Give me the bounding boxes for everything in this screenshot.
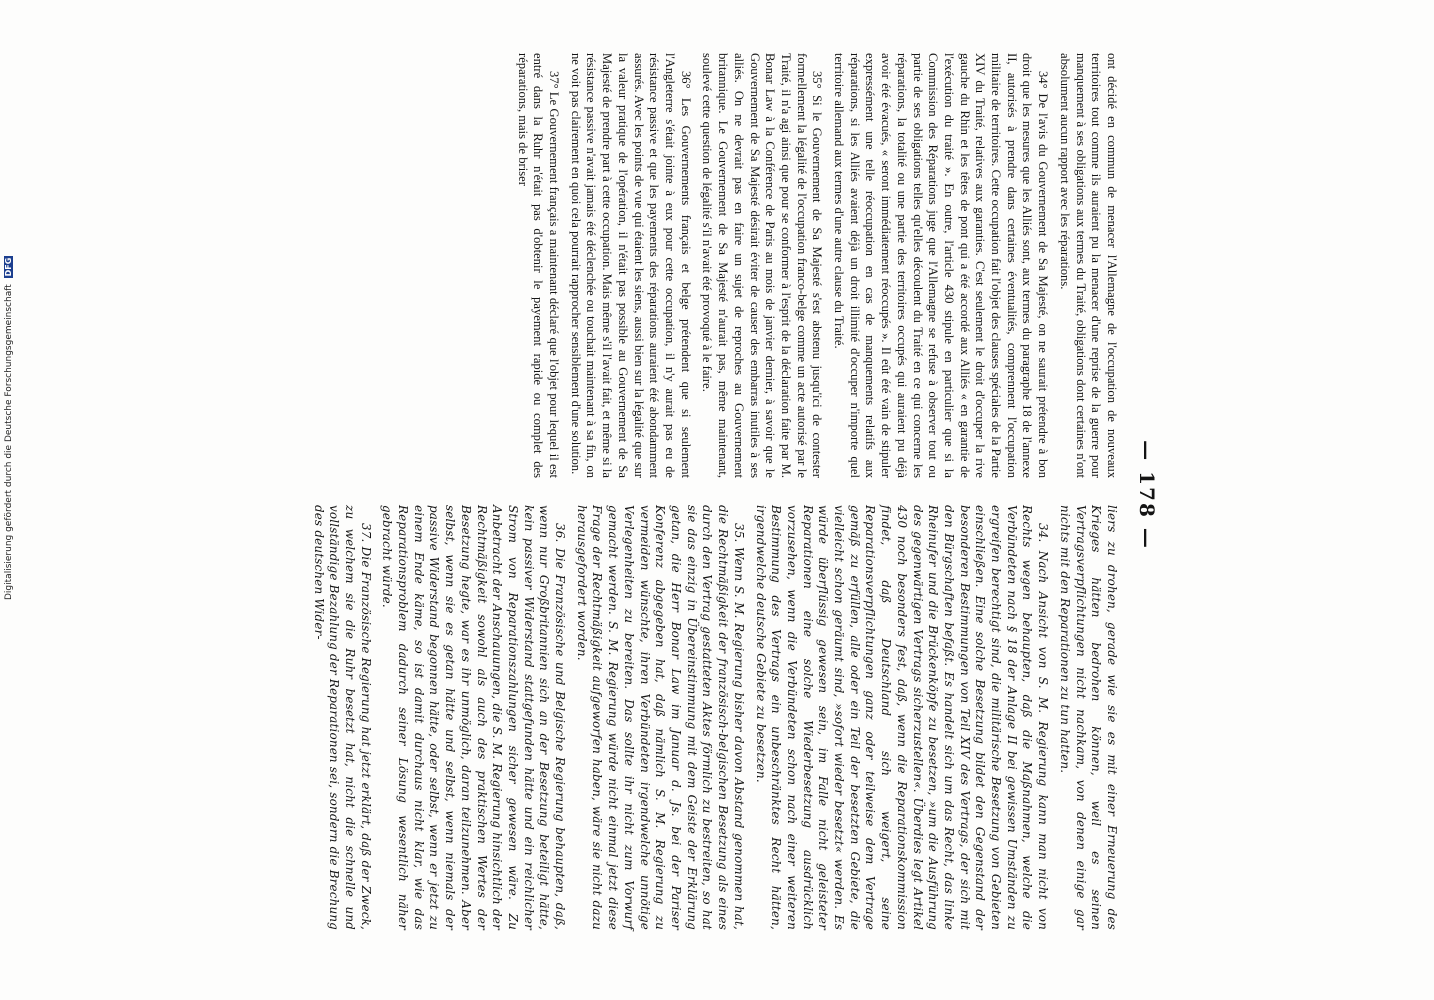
french-paragraph: 35° Si le Gouvernement de Sa Majesté s'est abstenu jusqu'ici de contester formellement la légalité de l'occupation franco-belge comme un acte autorisé par le Traité, il n'a agi ainsi que pour se conformer à l'esprit de la déclaration faite par M. Bonar Law à la Conférence de Paris au mois de janvier dernier, à savoir que le Gouvernement de Sa Majesté désirait éviter de causer des embarras inutiles à ses alliés. On ne devrait pas en faire un sujet de reproches au Gouvernement britannique. Le Gouvernement de Sa Majesté n'aurait pas, même maintenant, soulevé cette question de légalité s'il n'avait été provoqué à le faire. (700, 53, 825, 478)
french-paragraph: 36° Les Gouvernements français et belge prétendent que si seulement l'Angleterre s'était jointe à eux pour cette occupation, il n'y aurait pas eu de résistance passive et que les payements des réparations auraient été abondamment assurés. Avec les points de vue qui étaient les siens, aussi bien sur la légalité que sur la valeur pratique de l'opération, il n'était pas possible au Gouvernement de Sa Majesté de prendre part à cette occupation. Mais même s'il l'avait fait, et même si la résistance passive n'avait jamais été déclenchée ou touchait maintenant à sa fin, on ne voit pas clairement en quoi cela pourrait rapprocher sensiblement d'une solution. (568, 53, 693, 478)
german-paragraph: liers zu drohen, gerade wie sie es mit einer Erneuerung des Krieges hätten bedrohen können, weil es seinen Vertragsverpflichtungen nicht nachkam, von denen einige gar nichts mit den Reparationen zu tun hatten. (1057, 505, 1119, 930)
french-text-column (508, 53, 1119, 478)
french-paragraph: 34° De l'avis du Gouvernement de Sa Majesté, on ne saurait prétendre à bon droit que les mesures que les Alliés sont, aux termes du paragraphe 18 de l'annexe II, autorisés à prendre dans certaines éventualités, comprennent l'occupation militaire de territoires. Cette occupation fait l'objet des clauses spéciales de la Partie XIV du Traité, relatives aux garanties. C'est seulement le droit d'occuper la rive gauche du Rhin et les têtes de pont qui a été accordé aux Alliés « en garantie de l'exécution du traité ». En outre, l'article 430 stipule en particulier que si la Commission des Réparations juge que l'Allemagne se refuse à observer tout ou partie de ses obligations telles qu'elles découlent du Traité en ce qui concerne les réparations, la totalité ou une partie des territoires occupés qui auraient pu déjà avoir été évacués, « seront immédiatement réoccupés ». Il eût été vain de stipuler expressément une telle réoccupation en cas de manquements relatifs aux réparations, si les Alliés avaient déjà un droit illimité d'occuper n'importe quel territoire allemand aux termes d'une autre clause du Traité. (832, 53, 1051, 478)
french-paragraph: ont décidé en commun de menacer l'Allemagne de l'occupation de nouveaux territoires tout comme ils auraient pu la menacer d'une reprise de la guerre pour manquement à ses obligations aux termes du Traité, obligations dont certaines n'ont absolument aucun rapport avec les réparations. (1057, 53, 1119, 478)
dfg-logo: DFG (4, 257, 13, 277)
german-paragraph: 37. Die Französische Regierung hat jetzt erklärt, daß der Zweck, zu welchem sie die Ruhr besetzt hat, nicht die schnelle und vollständige Bezahlung der Reparationen sei, sondern die Brechung des deutschen Wider- (311, 505, 373, 930)
french-paragraph: 37° Le Gouvernement français a maintenant déclaré que l'objet pour lequel il est entré dans la Ruhr n'était pas d'obtenir le payement rapide ou complet des réparations, mais de briser (515, 53, 562, 478)
rotated-document-page (0, 45, 1165, 945)
german-paragraph: 34. Nach Ansicht von S. M. Regierung kann man nicht von Rechts wegen behaupten, daß die Maßnahmen, welche die Verbündeten nach § 18 der Anlage II bei gewissen Umständen zu ergreifen berechtigt sind, die militärische Besetzung von Gebieten einschließen. Eine solche Besetzung bildet den Gegenstand der besonderen Bestimmungen von Teil XIV des Vertrags, der sich mit den Bürgschaften befaßt. Es handelt sich um das Recht, das linke Rheinufer und die Brückenköpfe zu besetzen, »um die Ausführung des gegenwärtigen Vertrags sicherzustellen«. Überdies legt Artikel 430 noch besonders fest, daß, wenn die Reparationskommission findet, daß Deutschland sich weigert, seine Reparationsverpflichtungen ganz oder teilweise dem Vertrage gemäß zu erfüllen, alle oder ein Teil der besetzten Gebiete, die vielleicht schon geräumt sind, »sofort wieder besetzt« werden. Es würde überflüssig gewesen sein, im Falle nicht geleisteter Reparationen eine solche Wiederbesetzung ausdrücklich vorzusehen, wenn die Verbündeten schon nach einer weiteren Bestimmung des Vertrags ein unbeschränktes Recht hätten, irgendwelche deutsche Gebiete zu besetzen. (753, 505, 1051, 930)
digitization-credit (4, 200, 14, 600)
page-number: — 178 — (1135, 440, 1159, 550)
german-paragraph: 35. Wenn S. M. Regierung bisher davon Abstand genommen hat, die Rechtmäßigkeit der französisch-belgischen Besetzung als eines durch den Vertrag gestatteten Aktes förmlich zu bestreiten, so hat sie das einzig in Übereinstimmung mit dem Geiste der Erklärung getan, die Herr Bonar Law im Januar d. Js. bei der Pariser Konferenz abgegeben hat, daß nämlich S. M. Regierung zu vermeiden wünschte, ihren Verbündeten irgendwelche unnötige Verlegenheiten zu bereiten. Das sollte ihr nicht zum Vorwurf gemacht werden. S. M. Regierung würde nicht einmal jetzt diese Frage der Rechtmäßigkeit aufgeworfen haben, wäre sie nicht dazu herausgefordert worden. (574, 505, 746, 930)
german-text-column (304, 505, 1119, 930)
german-paragraph: 36. Die Französische und Belgische Regierung behaupten, daß, wenn nur Großbritannien sich an der Besetzung beteiligt hätte, kein passiver Widerstand stattgefunden hätte und ein reichlicher Strom von Reparationszahlungen sicher gewesen wäre. Zu Anbetracht der Anschauungen, die S. M. Regierung hinsichtlich der Rechtmäßigkeit sowohl als auch des praktischen Wertes der Besetzung hegte, war es ihr unmöglich, daran teilzunehmen. Aber selbst, wenn sie es getan hätte und selbst, wenn niemals der passive Widerstand begonnen hätte, oder selbst, wenn er jetzt zu einem Ende käme, so ist damit durchaus nicht klar, wie das Reparationsproblem dadurch seiner Lösung wesentlich näher gebracht würde. (380, 505, 568, 930)
credit-text: Digitalisierung gefördert durch die Deutsche Forschungsgemeinschaft (4, 284, 14, 600)
